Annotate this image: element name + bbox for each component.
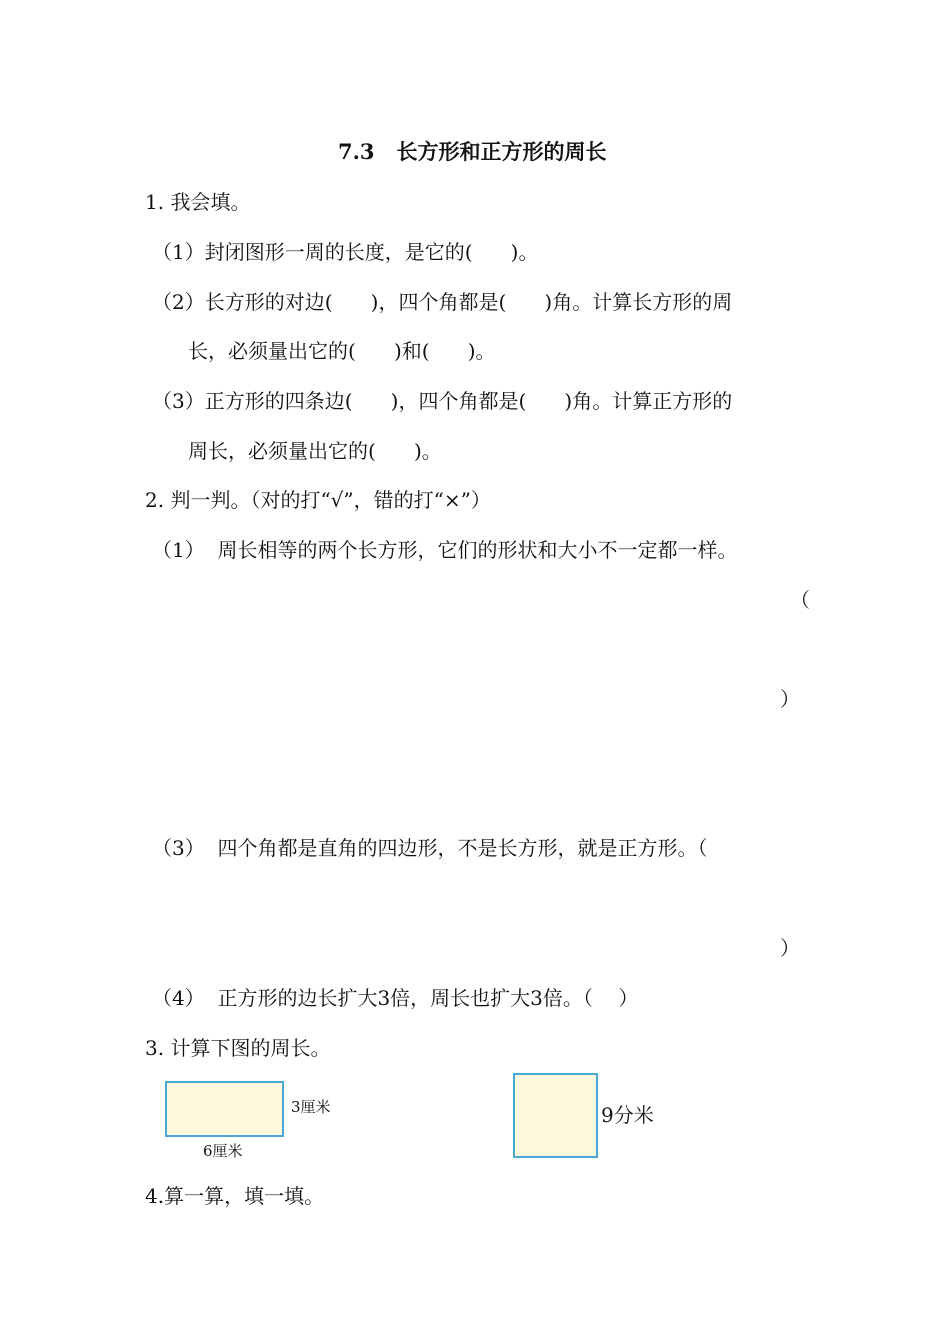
q1-item2-line1: （2）长方形的对边( )，四个角都是( )角。计算长方形的周 — [152, 290, 733, 314]
rectangle-figure — [165, 1081, 284, 1137]
q1-heading: 1. 我会填。 — [145, 190, 251, 214]
q2-item3-close-paren: ） — [780, 936, 800, 960]
rectangle-width-label: 6厘米 — [203, 1142, 243, 1160]
q1-item1: （1）封闭图形一周的长度，是它的( )。 — [152, 240, 539, 264]
page-title: 7.3 长方形和正方形的周长 — [338, 139, 607, 164]
q3-heading: 3. 计算下图的周长。 — [145, 1036, 331, 1060]
q1-item3-line1: （3）正方形的四条边( )，四个角都是( )角。计算正方形的 — [152, 389, 733, 413]
q2-item4: （4） 正方形的边长扩大3倍，周长也扩大3倍。（ ） — [152, 986, 639, 1010]
q1-item3-line2: 周长，必须量出它的( )。 — [188, 439, 442, 463]
rectangle-height-label: 3厘米 — [291, 1098, 331, 1116]
square-figure — [513, 1073, 598, 1158]
q1-item2-line2: 长，必须量出它的( )和( )。 — [188, 339, 496, 363]
q2-item1: （1） 周长相等的两个长方形，它们的形状和大小不一定都一样。 — [152, 538, 738, 562]
q2-item1-close-paren: ） — [780, 687, 800, 711]
square-side-label: 9分米 — [601, 1103, 654, 1127]
q2-item1-open-paren: （ — [790, 588, 810, 612]
q2-heading: 2. 判一判。（对的打“√”，错的打“×”） — [145, 488, 491, 512]
q2-item3: （3） 四个角都是直角的四边形，不是长方形，就是正方形。（ — [152, 836, 708, 860]
q4-heading: 4.算一算，填一填。 — [145, 1184, 325, 1208]
